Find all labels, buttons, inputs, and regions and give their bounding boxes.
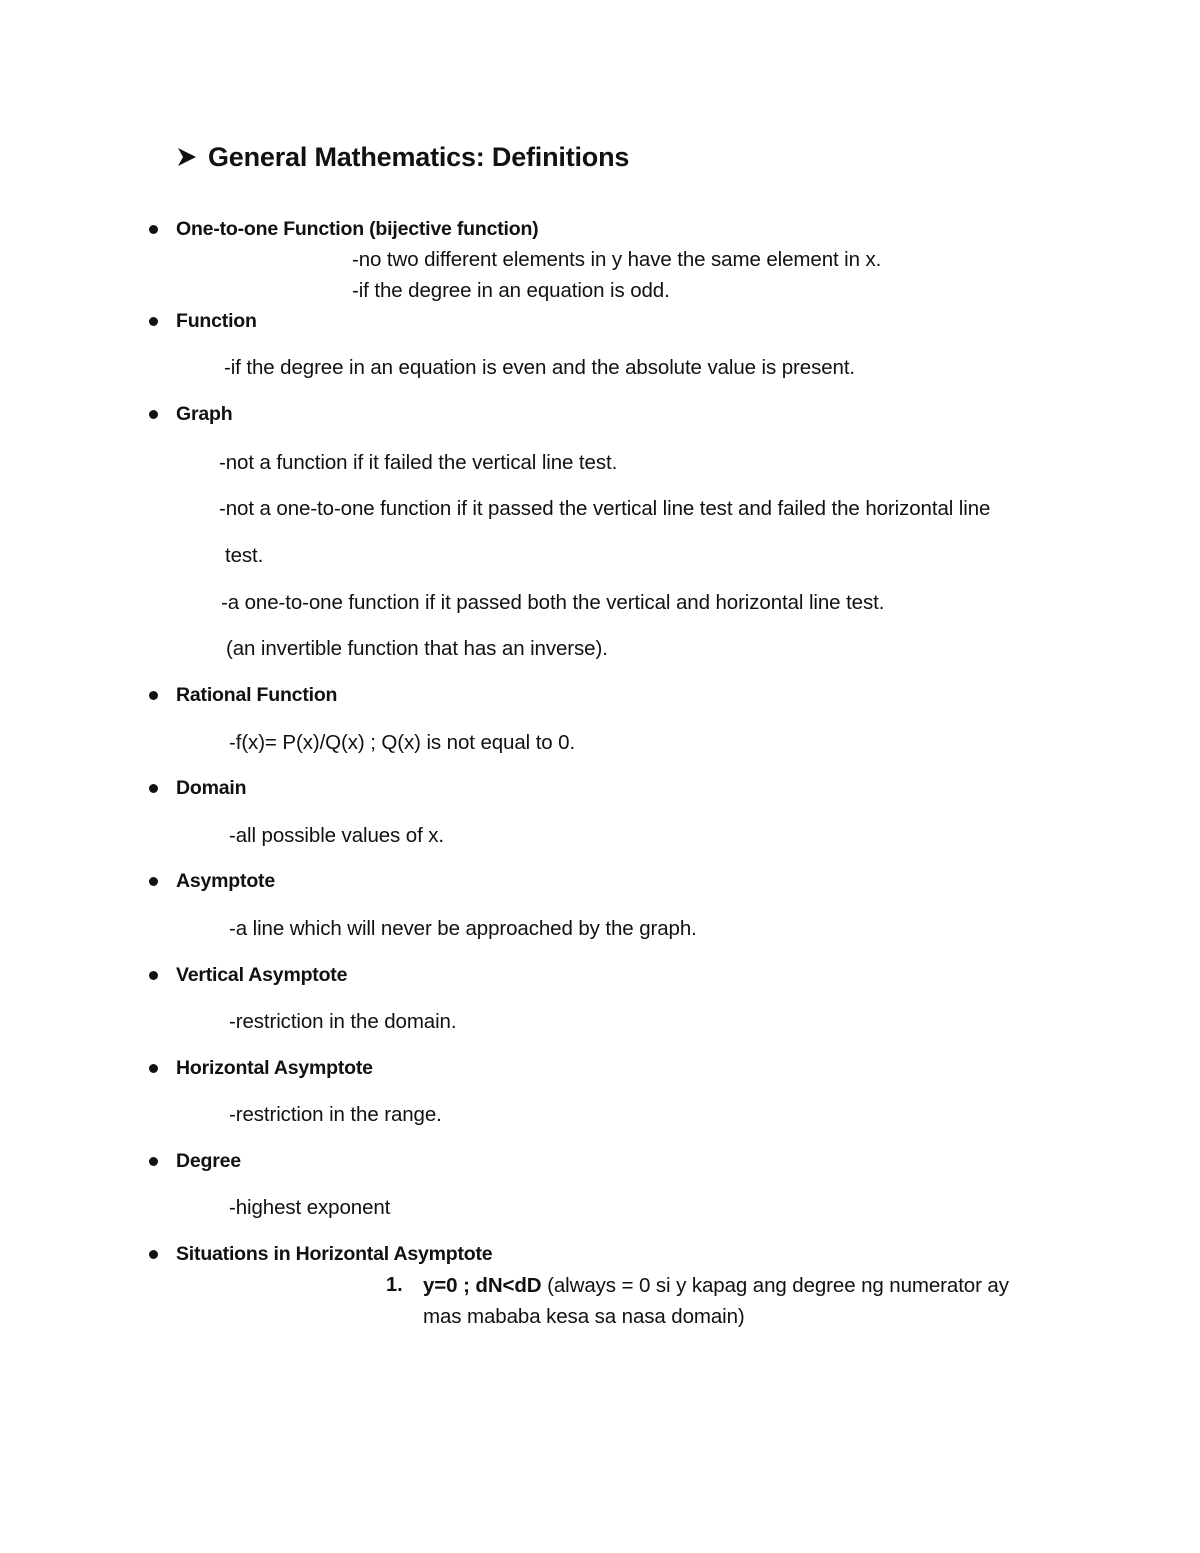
bullet-icon (149, 784, 158, 793)
bullet-icon (149, 225, 158, 234)
term-label: Rational Function (176, 684, 338, 706)
definition-text: -f(x)= P(x)/Q(x) ; Q(x) is not equal to 0. (229, 731, 576, 754)
situation-condition: y=0 ; dN<dD (423, 1274, 542, 1297)
definition-text: -restriction in the range. (229, 1103, 442, 1126)
bullet-icon (149, 410, 158, 419)
page-title (176, 142, 629, 173)
definition-text: -if the degree in an equation is even and the absolute value is present. (224, 356, 856, 379)
definition-text: -not a function if it failed the vertical line test. (219, 451, 618, 474)
definition-text: -a line which will never be approached by the graph. (229, 917, 697, 940)
definition-text: test. (225, 544, 264, 567)
bullet-icon (149, 1064, 158, 1073)
situation-line (423, 1274, 1009, 1298)
term-label: Asymptote (176, 870, 275, 892)
term-label: Function (176, 310, 257, 332)
term-label: One-to-one Function (bijective function) (176, 218, 539, 240)
bullet-icon (149, 1157, 158, 1166)
arrow-bullet-icon (176, 146, 198, 168)
bullet-icon (149, 971, 158, 980)
situation-line-continued: mas mababa kesa sa nasa domain) (423, 1305, 745, 1328)
term-label: Degree (176, 1150, 241, 1172)
definition-text: -no two different elements in y have the same element in x. (352, 248, 882, 271)
bullet-icon (149, 1250, 158, 1259)
definition-text: -not a one-to-one function if it passed the vertical line test and failed the horizontal line (219, 497, 991, 520)
bullet-icon (149, 317, 158, 326)
definition-text: -highest exponent (229, 1196, 391, 1219)
definition-text: -all possible values of x. (229, 824, 445, 847)
page-title-text: General Mathematics: Definitions (208, 142, 630, 172)
definition-text: -if the degree in an equation is odd. (352, 279, 670, 302)
definition-text: -restriction in the domain. (229, 1010, 457, 1033)
term-label: Domain (176, 777, 247, 799)
definition-text: (an invertible function that has an inverse). (226, 637, 608, 660)
situation-note: (always = 0 si y kapag ang degree ng numerator ay (541, 1274, 1009, 1297)
list-number: 1. (386, 1274, 403, 1296)
bullet-icon (149, 877, 158, 886)
term-label: Situations in Horizontal Asymptote (176, 1243, 493, 1265)
term-label: Horizontal Asymptote (176, 1057, 373, 1079)
term-label: Vertical Asymptote (176, 964, 348, 986)
term-label: Graph (176, 403, 233, 425)
bullet-icon (149, 691, 158, 700)
definition-text: -a one-to-one function if it passed both the vertical and horizontal line test. (221, 591, 885, 614)
